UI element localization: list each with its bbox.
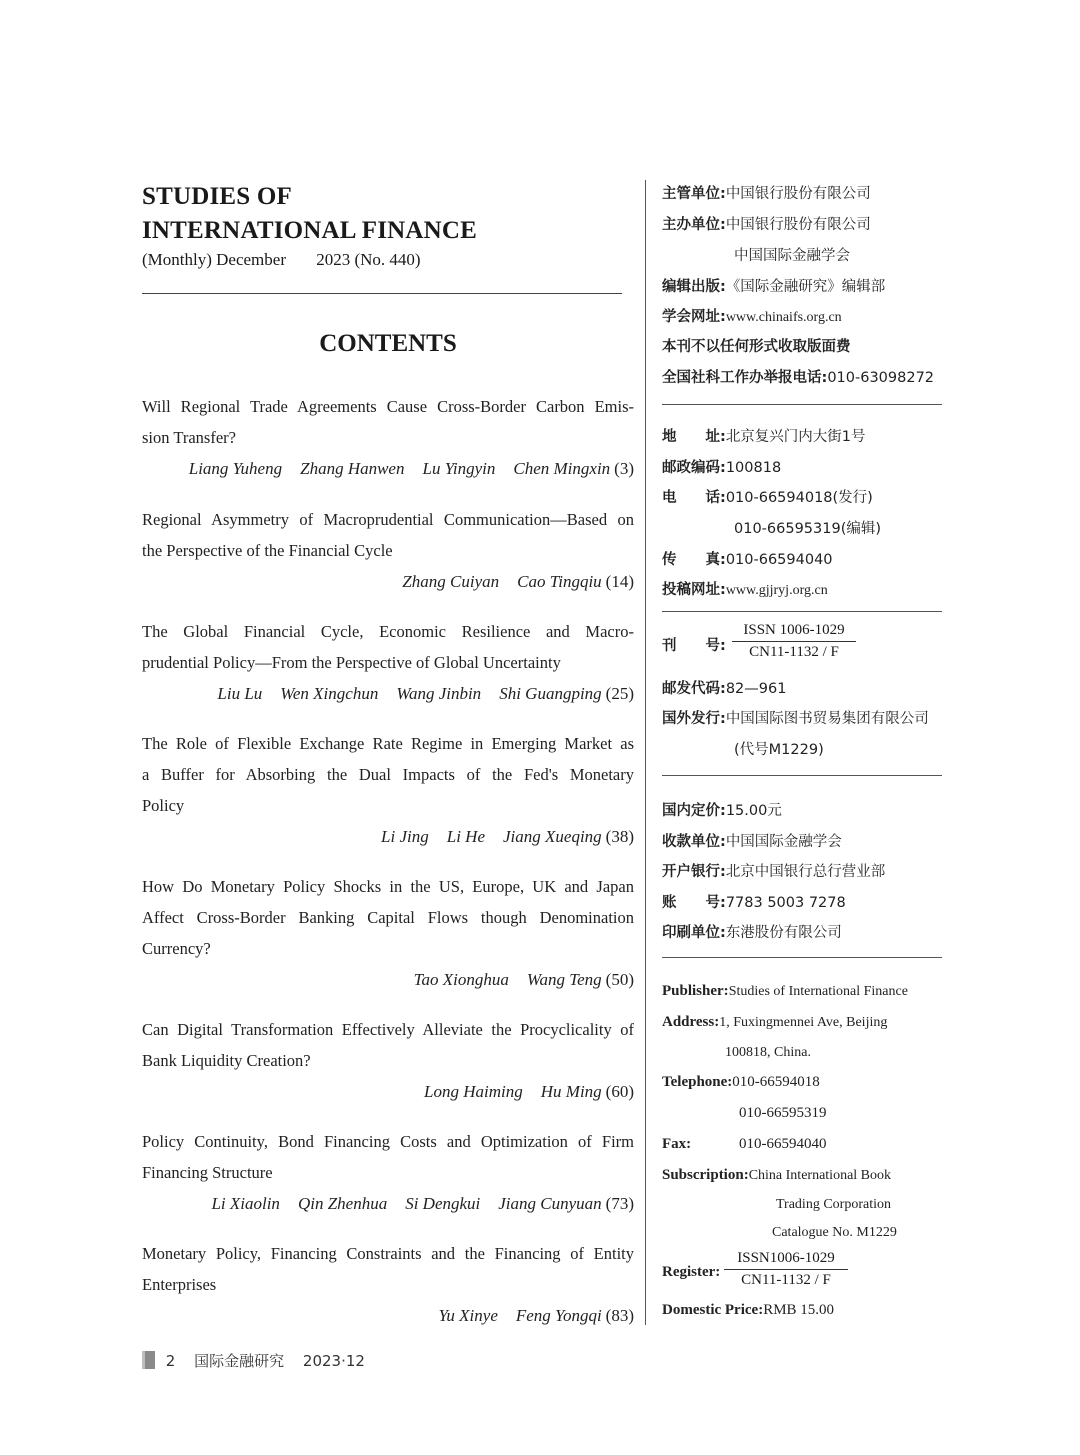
printer-value: 东港股份有限公司 (725, 925, 842, 941)
toc-title-line: Bank Liquidity Creation? (142, 1051, 311, 1070)
en-address-row (662, 1014, 887, 1031)
toc-entry[interactable] (142, 1014, 634, 1107)
page-number: (83) (605, 1306, 634, 1325)
toc-title (142, 1238, 634, 1300)
price-label: 国内定价: (662, 803, 726, 819)
toc-title-line: prudential Policy—From the Perspective of Global Uncertainty (142, 653, 561, 672)
account-label: 账 号: (662, 895, 726, 911)
author: Wang Jinbin (396, 684, 482, 703)
footer-page-number: 2 (165, 1352, 176, 1370)
account-value: 7783 5003 7278 (725, 895, 846, 911)
toc-title-line: Enterprises (142, 1275, 217, 1294)
journal-title-line1: STUDIES OF (142, 183, 292, 210)
editor-label: 编辑出版: (662, 279, 726, 295)
report-phone-value: 010-63098272 (827, 370, 935, 386)
overseas-value-2: (代号M1229) (734, 742, 824, 758)
toc-entry[interactable] (142, 871, 634, 995)
submission-label: 投稿网址: (662, 582, 726, 598)
column-divider (645, 180, 646, 1325)
toc-entry[interactable] (142, 728, 634, 852)
author: Cao Tingqiu (517, 572, 602, 591)
printer-label: 印刷单位: (662, 925, 726, 941)
page-number: (14) (605, 572, 634, 591)
toc-authors (142, 1076, 634, 1107)
en-fax-value-row (739, 1136, 827, 1153)
author: Wen Xingchun (280, 684, 379, 703)
en-publisher-row (662, 983, 908, 1000)
author: Li Jing (381, 827, 429, 846)
toc-title-line: Currency? (142, 939, 211, 958)
postcode-value: 100818 (725, 460, 782, 476)
phone-row (662, 486, 873, 507)
en-publisher-value: Studies of International Finance (728, 984, 908, 999)
fax-value: 010-66594040 (725, 552, 833, 568)
bank-label: 开户银行: (662, 864, 726, 880)
bank-value: 北京中国银行总行营业部 (725, 864, 886, 880)
footer-bar-mark (142, 1351, 155, 1369)
en-register-label: Register: (662, 1264, 721, 1280)
address-row (662, 425, 866, 446)
en-register-row (662, 1264, 720, 1281)
frequency: (Monthly) (142, 250, 212, 269)
website-value[interactable]: www.chinaifs.org.cn (725, 310, 842, 325)
author: Qin Zhenhua (297, 1194, 388, 1213)
en-telephone-value: 010-66594018 (732, 1074, 820, 1090)
sponsor-value-2: 中国国际金融学会 (734, 248, 850, 264)
toc-title (142, 1126, 634, 1188)
author: Lu Yingyin (422, 459, 496, 478)
address-label: 地 址: (662, 429, 726, 445)
en-telephone-value-2: 010-66595319 (739, 1105, 827, 1121)
author: Zhang Hanwen (300, 459, 405, 478)
toc-title-line: The Role of Flexible Exchange Rate Regime in Emerging Market as (142, 734, 634, 753)
issue-line (142, 250, 421, 270)
journal-title (142, 180, 622, 248)
toc-title-line: Policy Continuity, Bond Financing Costs and Optimization of Firm (142, 1132, 634, 1151)
en-telephone-row-2 (739, 1105, 827, 1122)
toc-authors (142, 1188, 634, 1219)
year: 2023 (316, 250, 351, 269)
en-subscription-row-3 (772, 1224, 897, 1241)
payee-row (662, 830, 842, 851)
price-row (662, 799, 782, 820)
author: Liu Lu (217, 684, 263, 703)
toc-title (142, 391, 634, 453)
toc-title-line: Affect Cross-Border Banking Capital Flows though Denomination (142, 908, 634, 927)
address-value: 北京复兴门内大街1号 (725, 429, 866, 445)
toc-title-line: Monetary Policy, Financing Constraints and the Financing of Entity (142, 1244, 634, 1263)
en-telephone-label: Telephone: (662, 1074, 733, 1090)
issue-number: (No. 440) (354, 250, 421, 269)
submission-row (662, 578, 828, 599)
printer-row (662, 921, 842, 942)
phone-value-2: 010-66595319(编辑) (734, 521, 882, 537)
no-fee-row (662, 335, 851, 356)
payee-label: 收款单位: (662, 834, 726, 850)
author: Zhang Cuiyan (402, 572, 500, 591)
page-number: (60) (605, 1082, 634, 1101)
toc-entry[interactable] (142, 504, 634, 597)
toc-entry[interactable] (142, 391, 634, 484)
toc-title (142, 1014, 634, 1076)
page-number: (3) (614, 459, 634, 478)
en-subscription-value-3: Catalogue No. M1229 (772, 1225, 897, 1240)
en-fax-value: 010-66594040 (739, 1136, 827, 1152)
toc-authors (142, 1300, 634, 1331)
report-phone-label: 全国社科工作办举报电话: (662, 370, 828, 386)
author: Si Dengkui (405, 1194, 481, 1213)
en-address-row-2 (725, 1044, 811, 1061)
kanhao-issn: ISSN 1006-1029 (732, 622, 856, 642)
supervisor-value: 中国银行股份有限公司 (725, 186, 871, 202)
account-row (662, 891, 846, 912)
editor-value: 《国际金融研究》编辑部 (725, 279, 886, 295)
author: Feng Yongqi (515, 1306, 602, 1325)
author: Wang Teng (526, 970, 602, 989)
toc-title (142, 728, 634, 821)
supervisor-label: 主管单位: (662, 186, 726, 202)
contents-heading: CONTENTS (319, 330, 457, 357)
toc-title-line: Will Regional Trade Agreements Cause Cross-Border Carbon Emis- (142, 397, 634, 416)
en-fax-row (662, 1136, 691, 1153)
en-subscription-row-2 (776, 1196, 891, 1213)
sponsor-value: 中国银行股份有限公司 (725, 217, 871, 233)
phone-value: 010-66594018(发行) (725, 490, 873, 506)
en-register-cn: CN11-1132 / F (741, 1272, 831, 1288)
website-row (662, 305, 842, 326)
page-footer (142, 1350, 365, 1371)
en-subscription-value-2: Trading Corporation (776, 1197, 891, 1212)
footer-journal-name: 国际金融研究 (194, 1352, 285, 1370)
en-publisher-label: Publisher: (662, 983, 729, 999)
toc-title-line: a Buffer for Absorbing the Dual Impacts of the Fed's Monetary (142, 765, 634, 784)
en-telephone-row (662, 1074, 820, 1091)
kanhao-label: 刊 号: (662, 638, 726, 654)
en-subscription-label: Subscription: (662, 1167, 749, 1183)
author: Jiang Xueqing (503, 827, 602, 846)
toc-authors (142, 964, 634, 995)
author: Chen Mingxin (513, 459, 611, 478)
toc-authors (142, 566, 634, 597)
author: Liang Yuheng (188, 459, 283, 478)
overseas-value: 中国国际图书贸易集团有限公司 (725, 711, 929, 727)
toc-authors (142, 821, 634, 852)
month: December (216, 250, 286, 269)
toc-title (142, 504, 634, 566)
author: Long Haiming (424, 1082, 523, 1101)
sponsor-label: 主办单位: (662, 217, 726, 233)
author: Li Xiaolin (211, 1194, 280, 1213)
toc-title (142, 871, 634, 964)
fax-label: 传 真: (662, 552, 726, 568)
author: Shi Guangping (499, 684, 602, 703)
toc-authors (142, 453, 634, 484)
page-number: (73) (605, 1194, 634, 1213)
toc-entry[interactable] (142, 1238, 634, 1331)
en-address-value-2: 100818, China. (725, 1045, 811, 1060)
supervisor-row (662, 182, 871, 203)
toc-title-line: The Global Financial Cycle, Economic Resilience and Macro- (142, 622, 634, 641)
phone-row-2 (662, 517, 881, 538)
no-fee-notice: 本刊不以任何形式收取版面费 (662, 339, 851, 355)
en-subscription-value: China International Book (748, 1168, 892, 1183)
right-divider (662, 957, 942, 958)
page-number: (50) (605, 970, 634, 989)
en-address-value: 1, Fuxingmennei Ave, Beijing (719, 1015, 888, 1030)
overseas-label: 国外发行: (662, 711, 726, 727)
editor-row (662, 275, 885, 296)
en-register-issn: ISSN1006-1029 (724, 1250, 848, 1270)
footer-issue-date: 2023·12 (302, 1352, 365, 1370)
author: Hu Ming (540, 1082, 602, 1101)
en-fax-label: Fax: (662, 1136, 692, 1152)
fax-row (662, 548, 833, 569)
toc-title-line: sion Transfer? (142, 428, 236, 447)
kanhao-row (662, 634, 726, 655)
author: Yu Xinye (438, 1306, 498, 1325)
toc-entry[interactable] (142, 1126, 634, 1219)
postal-code-row (662, 677, 786, 698)
toc-title-line: How Do Monetary Policy Shocks in the US, Europe, UK and Japan (142, 877, 634, 896)
toc-authors (142, 678, 634, 709)
journal-title-line2: INTERNATIONAL FINANCE (142, 217, 478, 244)
sponsor-row-2 (662, 244, 850, 265)
en-price-value: RMB 15.00 (763, 1302, 835, 1318)
en-price-row (662, 1302, 834, 1319)
author: Tao Xionghua (413, 970, 509, 989)
bank-row (662, 860, 885, 881)
submission-value[interactable]: www.gjjryj.org.cn (725, 583, 828, 598)
payee-value: 中国国际金融学会 (725, 834, 842, 850)
overseas-row-2 (662, 738, 824, 759)
toc-title-line: Regional Asymmetry of Macroprudential Communication—Based on (142, 510, 634, 529)
page-number: (38) (605, 827, 634, 846)
toc-title (142, 616, 634, 678)
postal-code-label: 邮发代码: (662, 681, 726, 697)
header-divider (142, 293, 622, 294)
postcode-label: 邮政编码: (662, 460, 726, 476)
right-divider (662, 611, 942, 612)
price-value: 15.00元 (725, 803, 782, 819)
toc-title-line: Can Digital Transformation Effectively Alleviate the Procyclicality of (142, 1020, 634, 1039)
phone-label: 电 话: (662, 490, 726, 506)
en-price-label: Domestic Price: (662, 1302, 764, 1318)
right-divider (662, 404, 942, 405)
author: Li He (446, 827, 485, 846)
kanhao-cn: CN11-1132 / F (749, 644, 839, 660)
toc-title-line: Policy (142, 796, 185, 815)
toc-title-line: the Perspective of the Financial Cycle (142, 541, 393, 560)
toc-title-line: Financing Structure (142, 1163, 273, 1182)
postcode-row (662, 456, 781, 477)
website-label: 学会网址: (662, 309, 726, 325)
page-number: (25) (605, 684, 634, 703)
author: Jiang Cunyuan (498, 1194, 602, 1213)
postal-code-value: 82—961 (725, 681, 787, 697)
sponsor-row (662, 213, 871, 234)
kanhao-fraction (732, 622, 856, 661)
en-address-label: Address: (662, 1014, 720, 1030)
en-register-fraction (724, 1250, 848, 1289)
report-phone-row (662, 366, 934, 387)
toc-entry[interactable] (142, 616, 634, 709)
overseas-row (662, 707, 929, 728)
en-subscription-row (662, 1167, 891, 1184)
right-divider (662, 775, 942, 776)
